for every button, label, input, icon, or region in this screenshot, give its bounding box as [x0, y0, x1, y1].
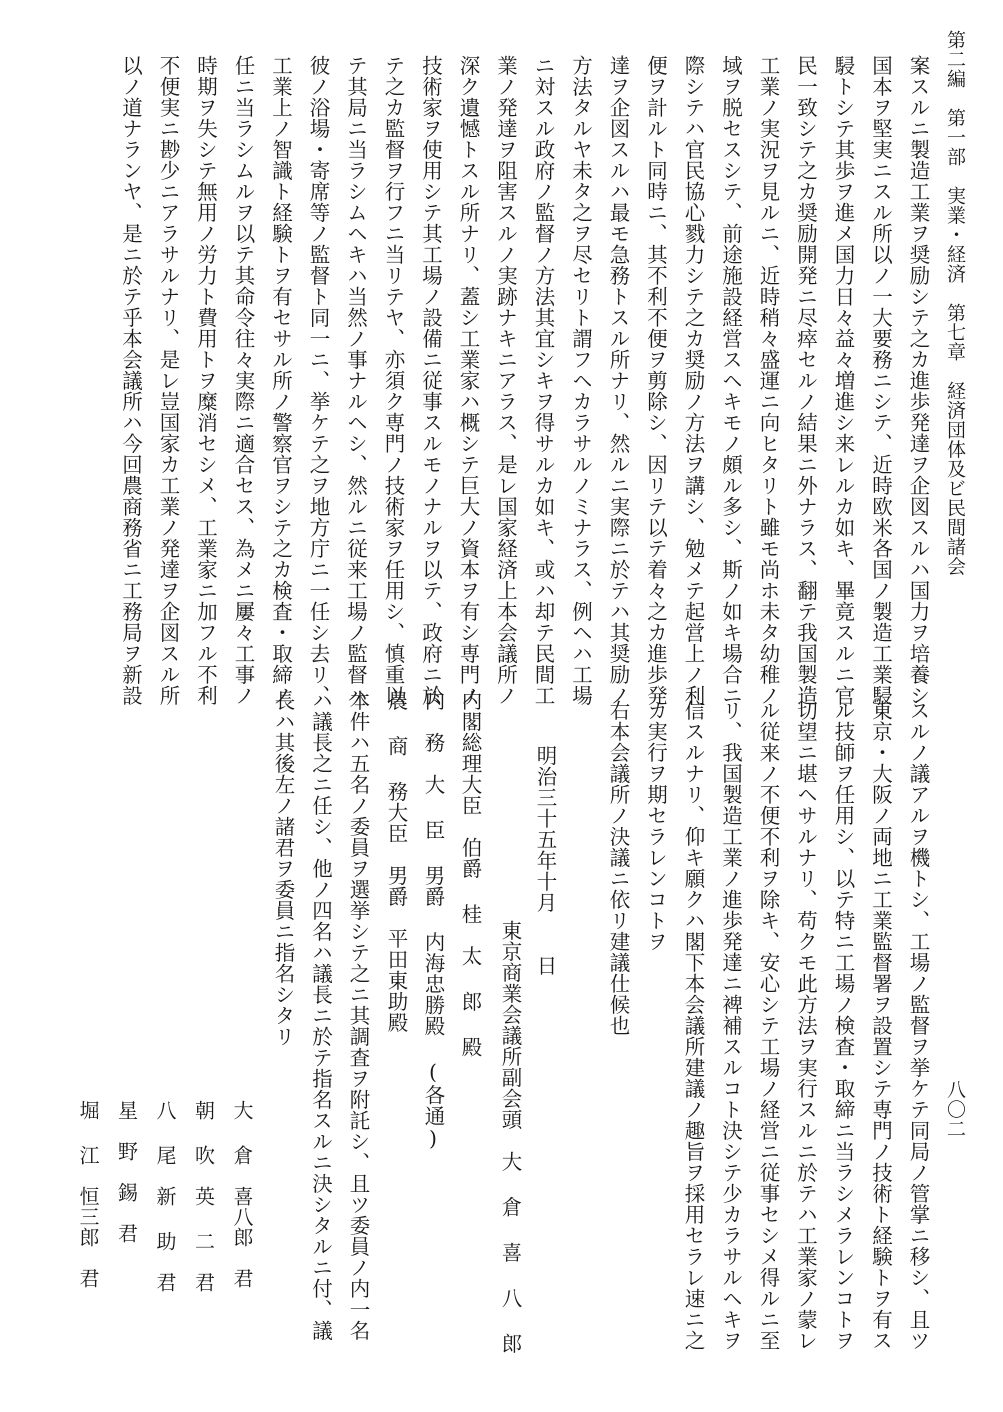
continuation-column-2: 東京・大阪ノ両地ニ工業監督署ヲ設置シテ専門ノ技術ト経験トヲ有ス: [868, 700, 893, 1351]
text-column-20: 時期ヲ失シテ無用ノ労力ト費用トヲ糜消セシメ、工業家ニ加フル不利: [193, 55, 218, 706]
sender-line: 東京商業会議所副会頭 大 倉 喜 八 郎: [498, 920, 522, 1354]
recipient-home-minister: 内 務 大 臣 男爵 内海忠勝殿: [421, 690, 445, 1037]
continuation-column-1: スルノ議アルヲ機トシ、工場ノ監督ヲ挙ケテ同局ノ管掌ニ移シ、且ツ: [906, 700, 930, 1351]
committee-member: 星 野 錫 君: [114, 1100, 139, 1244]
note-column-2: ハ議長之ニ任シ、他ノ四名ハ議長ニ於テ指名スルニ決シタルニ付、議: [308, 690, 333, 1341]
text-column-19: 任ニ当ラシムルヲ以テ其命令往々実際ニ適合セス、為メニ屢々工事ノ: [231, 55, 255, 706]
text-column-14: 技術家ヲ使用シテ其工場ノ設備ニ従事スルモノナルヲ以テ、政府ニ於: [418, 55, 443, 706]
text-column-2: 国本ヲ堅実ニスル所以ノ一大要務ニシテ、近時欧米各国ノ製造工業駸: [868, 55, 893, 706]
committee-member: 大 倉 喜八郎 君: [230, 1100, 254, 1289]
text-column-6: 域ヲ脱セスシテ、前途施設経営スヘキモノ頗ル多シ、斯ノ如キ場合ニ: [718, 55, 743, 706]
text-column-5: 工業ノ実況ヲ見ルニ、近時稍々盛運ニ向ヒタリト雖モ尚ホ未タ幼稚ノ: [756, 55, 780, 706]
text-column-1: 案スルニ製造工業ヲ奨励シテ之カ進歩発達ヲ企図スルハ国力ヲ培養シ: [906, 55, 930, 706]
text-column-7: 際シテハ官民協心戮力シテ之カ奨励ノ方法ヲ講シ、勉メテ起営上ノ利: [681, 55, 705, 706]
text-column-22: 以ノ道ナランヤ、是ニ於テ乎本会議所ハ今回農商務省ニ工務局ヲ新設: [118, 55, 143, 706]
text-column-16: テ其局ニ当ラシムヘキハ当然ノ事ナルヘシ、然ルニ従来工場ノ監督ハ: [343, 55, 368, 706]
text-column-15: テ之カ監督ヲ行フニ当リテヤ、亦須ク専門ノ技術家ヲ任用シ、慎重以: [381, 55, 405, 706]
text-column-21: 不便実ニ尠少ニアラサルナリ、是レ豈国家カ工業ノ発達ヲ企図スル所: [156, 55, 180, 706]
continuation-column-8: カ実行ヲ期セラレンコトヲ: [643, 700, 668, 952]
continuation-column-5: ル従来ノ不便不利ヲ除キ、安心シテ工場ノ経営ニ従事セシメ得ルニ至: [756, 700, 780, 1351]
note-column-3: 長ハ其後左ノ諸君ヲ委員ニ指名シタリ: [271, 690, 295, 1047]
text-column-12: 業ノ発達ヲ阻害スルノ実跡ナキニアラス、是レ国家経済上本会議所ノ: [493, 55, 518, 706]
text-column-10: 方法タルヤ未タ之ヲ尽セリト謂フヘカラサルノミナラス、例ヘハ工場: [568, 55, 593, 706]
recipients-note: (各通): [421, 1060, 445, 1151]
committee-member: 堀 江 恒三郎 君: [76, 1100, 100, 1289]
continuation-column-6: リ、我国製造工業ノ進歩発達ニ裨補スルコト決シテ少カラサルヘキヲ: [718, 700, 743, 1351]
text-column-4: 民一致シテ之カ奨励開発ニ尽瘁セルノ結果ニ外ナラス、翻テ我国製造: [793, 55, 818, 706]
text-column-9: 達ヲ企図スルハ最モ急務トスル所ナリ、然ルニ実際ニ於テハ其奨励ノ: [606, 55, 630, 706]
recipient-agriculture-minister: 農 商 務大臣 男爵 平田東助殿: [384, 690, 408, 1033]
continuation-column-4: 切望ニ堪ヘサルナリ、苟クモ此方法ヲ実行スルニ於テハ工業家ノ蒙レ: [793, 700, 818, 1351]
text-column-13: 深ク遺憾トスル所ナリ、蓋シ工業家ハ概シテ巨大ノ資本ヲ有シ専門ノ: [456, 55, 480, 706]
text-column-3: 駸トシテ其歩ヲ進メ国力日々益々増進シ来レルカ如キ、畢竟スルニ官: [831, 55, 855, 706]
running-header: 第二編 第一部 実業・経済 第七章 経済団体及ビ民間諸会: [944, 30, 966, 576]
note-column-1: 本件ハ五名ノ委員ヲ選挙シテ之ニ其調査ヲ附託シ、且ツ委員ノ内一名: [346, 690, 370, 1341]
committee-member: 朝 吹 英 二 君: [191, 1100, 216, 1293]
page-number: 八〇二: [944, 1080, 966, 1139]
recipient-prime-minister: 内閣総理大臣 伯爵 桂 太 郎 殿: [458, 690, 482, 1058]
date-line: 明治三十五年十月 日: [533, 745, 557, 976]
continuation-column-7: 信スルナリ、仰キ願クハ閣下本会議所建議ノ趣旨ヲ採用セラレ速ニ之: [681, 700, 705, 1351]
continuation-column-9: 右本会議所ノ決議ニ依リ建議仕候也: [606, 700, 630, 1036]
text-column-17: 彼ノ浴場・寄席等ノ監督ト同一ニ、挙ケテ之ヲ地方庁ニ一任シ去リ、: [306, 55, 330, 706]
text-column-8: 便ヲ計ルト同時ニ、其不利不便ヲ剪除シ、因リテ以テ着々之カ進歩発: [643, 55, 668, 706]
committee-member: 八 尾 新 助 君: [153, 1100, 177, 1293]
text-column-11: ニ対スル政府ノ監督ノ方法其宜シキヲ得サルカ如キ、或ハ却テ民間工: [531, 55, 555, 706]
text-column-18: 工業上ノ智識ト経験トヲ有セサル所ノ警察官ヲシテ之カ検査・取締ノ: [268, 55, 293, 706]
continuation-column-3: ル技師ヲ任用シ、以テ特ニ工場ノ検査・取締ニ当ラシメラレンコトヲ: [831, 700, 855, 1351]
